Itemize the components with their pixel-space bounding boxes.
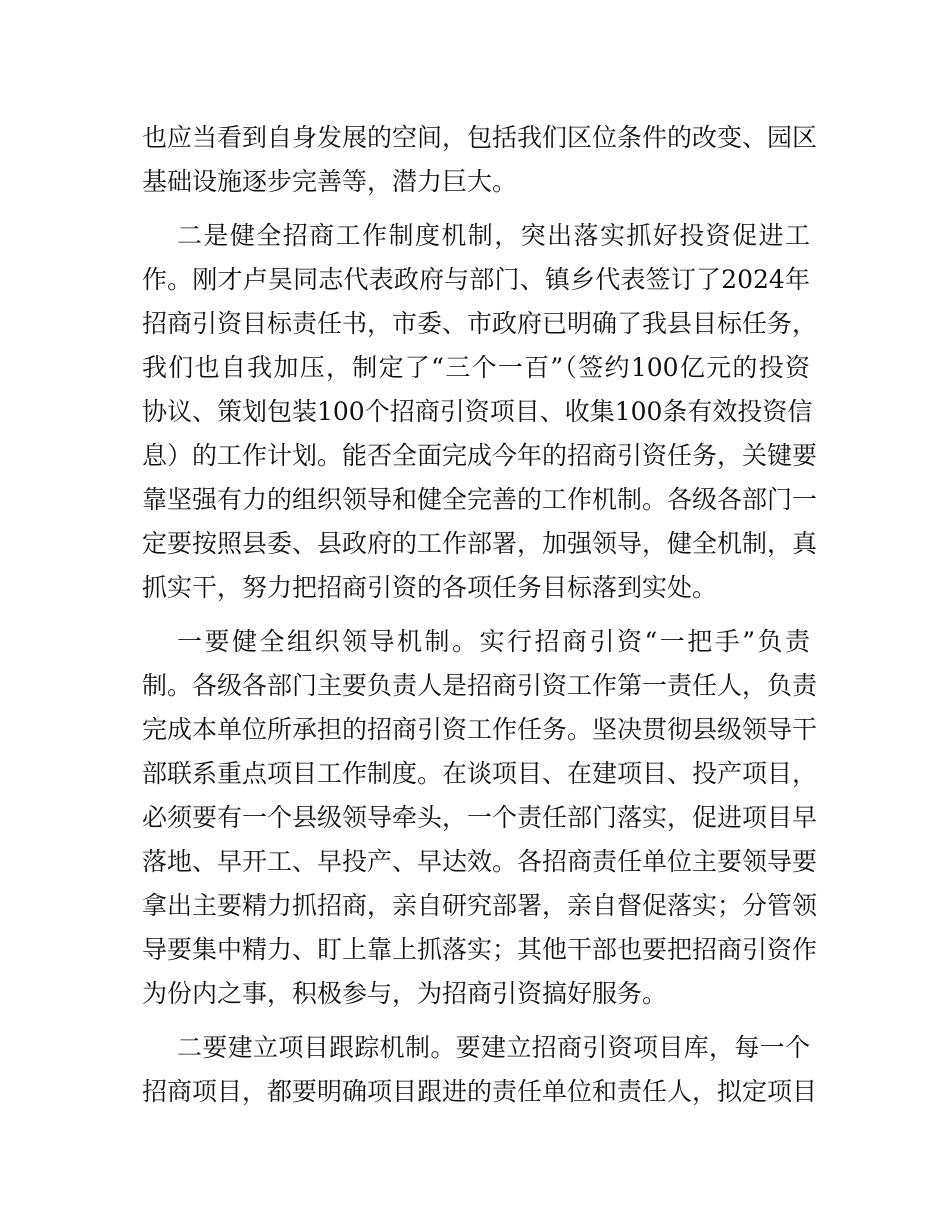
text-line: 我们也自我加压，制定了“三个一百”（签约100亿元的投资	[142, 353, 810, 382]
text-line: 息）的工作计划。能否全面完成今年的招商引资任务，关键要	[142, 441, 818, 470]
text-line: 招商引资目标责任书，市委、市政府已明确了我县目标任务，	[142, 309, 818, 338]
text-line: 招商项目，都要明确项目跟进的责任单位和责任人，拟定项目	[142, 1077, 818, 1106]
text-line: 作。刚才卢昊同志代表政府与部门、镇乡代表签订了2024年	[142, 265, 810, 294]
text-line: 必须要有一个县级领导牵头，一个责任部门落实，促进项目早	[142, 803, 818, 832]
text-line: 一要健全组织领导机制。实行招商引资“一把手”负责	[177, 627, 810, 656]
text-line: 二要建立项目跟踪机制。要建立招商引资项目库，每一个	[177, 1033, 810, 1062]
text-line: 协议、策划包装100个招商引资项目、收集100条有效投资信	[142, 397, 813, 426]
text-line: 也应当看到自身发展的空间，包括我们区位条件的改变、园区	[142, 123, 818, 152]
text-line: 抓实干，努力把招商引资的各项任务目标落到实处。	[142, 573, 718, 602]
text-line: 定要按照县委、县政府的工作部署，加强领导，健全机制，真	[142, 529, 818, 558]
text-line: 靠坚强有力的组织领导和健全完善的工作机制。各级各部门一	[142, 485, 818, 514]
text-line: 落地、早开工、早投产、早达效。各招商责任单位主要领导要	[142, 847, 818, 876]
text-line: 二是健全招商工作制度机制，突出落实抓好投资促进工	[177, 221, 810, 250]
text-line: 完成本单位所承担的招商引资工作任务。坚决贯彻县级领导干	[142, 715, 818, 744]
text-line: 基础设施逐步完善等，潜力巨大。	[142, 167, 518, 196]
text-line: 拿出主要精力抓招商，亲自研究部署，亲自督促落实；分管领	[142, 891, 818, 920]
text-line: 部联系重点项目工作制度。在谈项目、在建项目、投产项目，	[142, 759, 818, 788]
text-line: 为份内之事，积极参与，为招商引资搞好服务。	[142, 979, 668, 1008]
text-line: 制。各级各部门主要负责人是招商引资工作第一责任人，负责	[142, 671, 818, 700]
text-line: 导要集中精力、盯上靠上抓落实；其他干部也要把招商引资作	[142, 935, 818, 964]
